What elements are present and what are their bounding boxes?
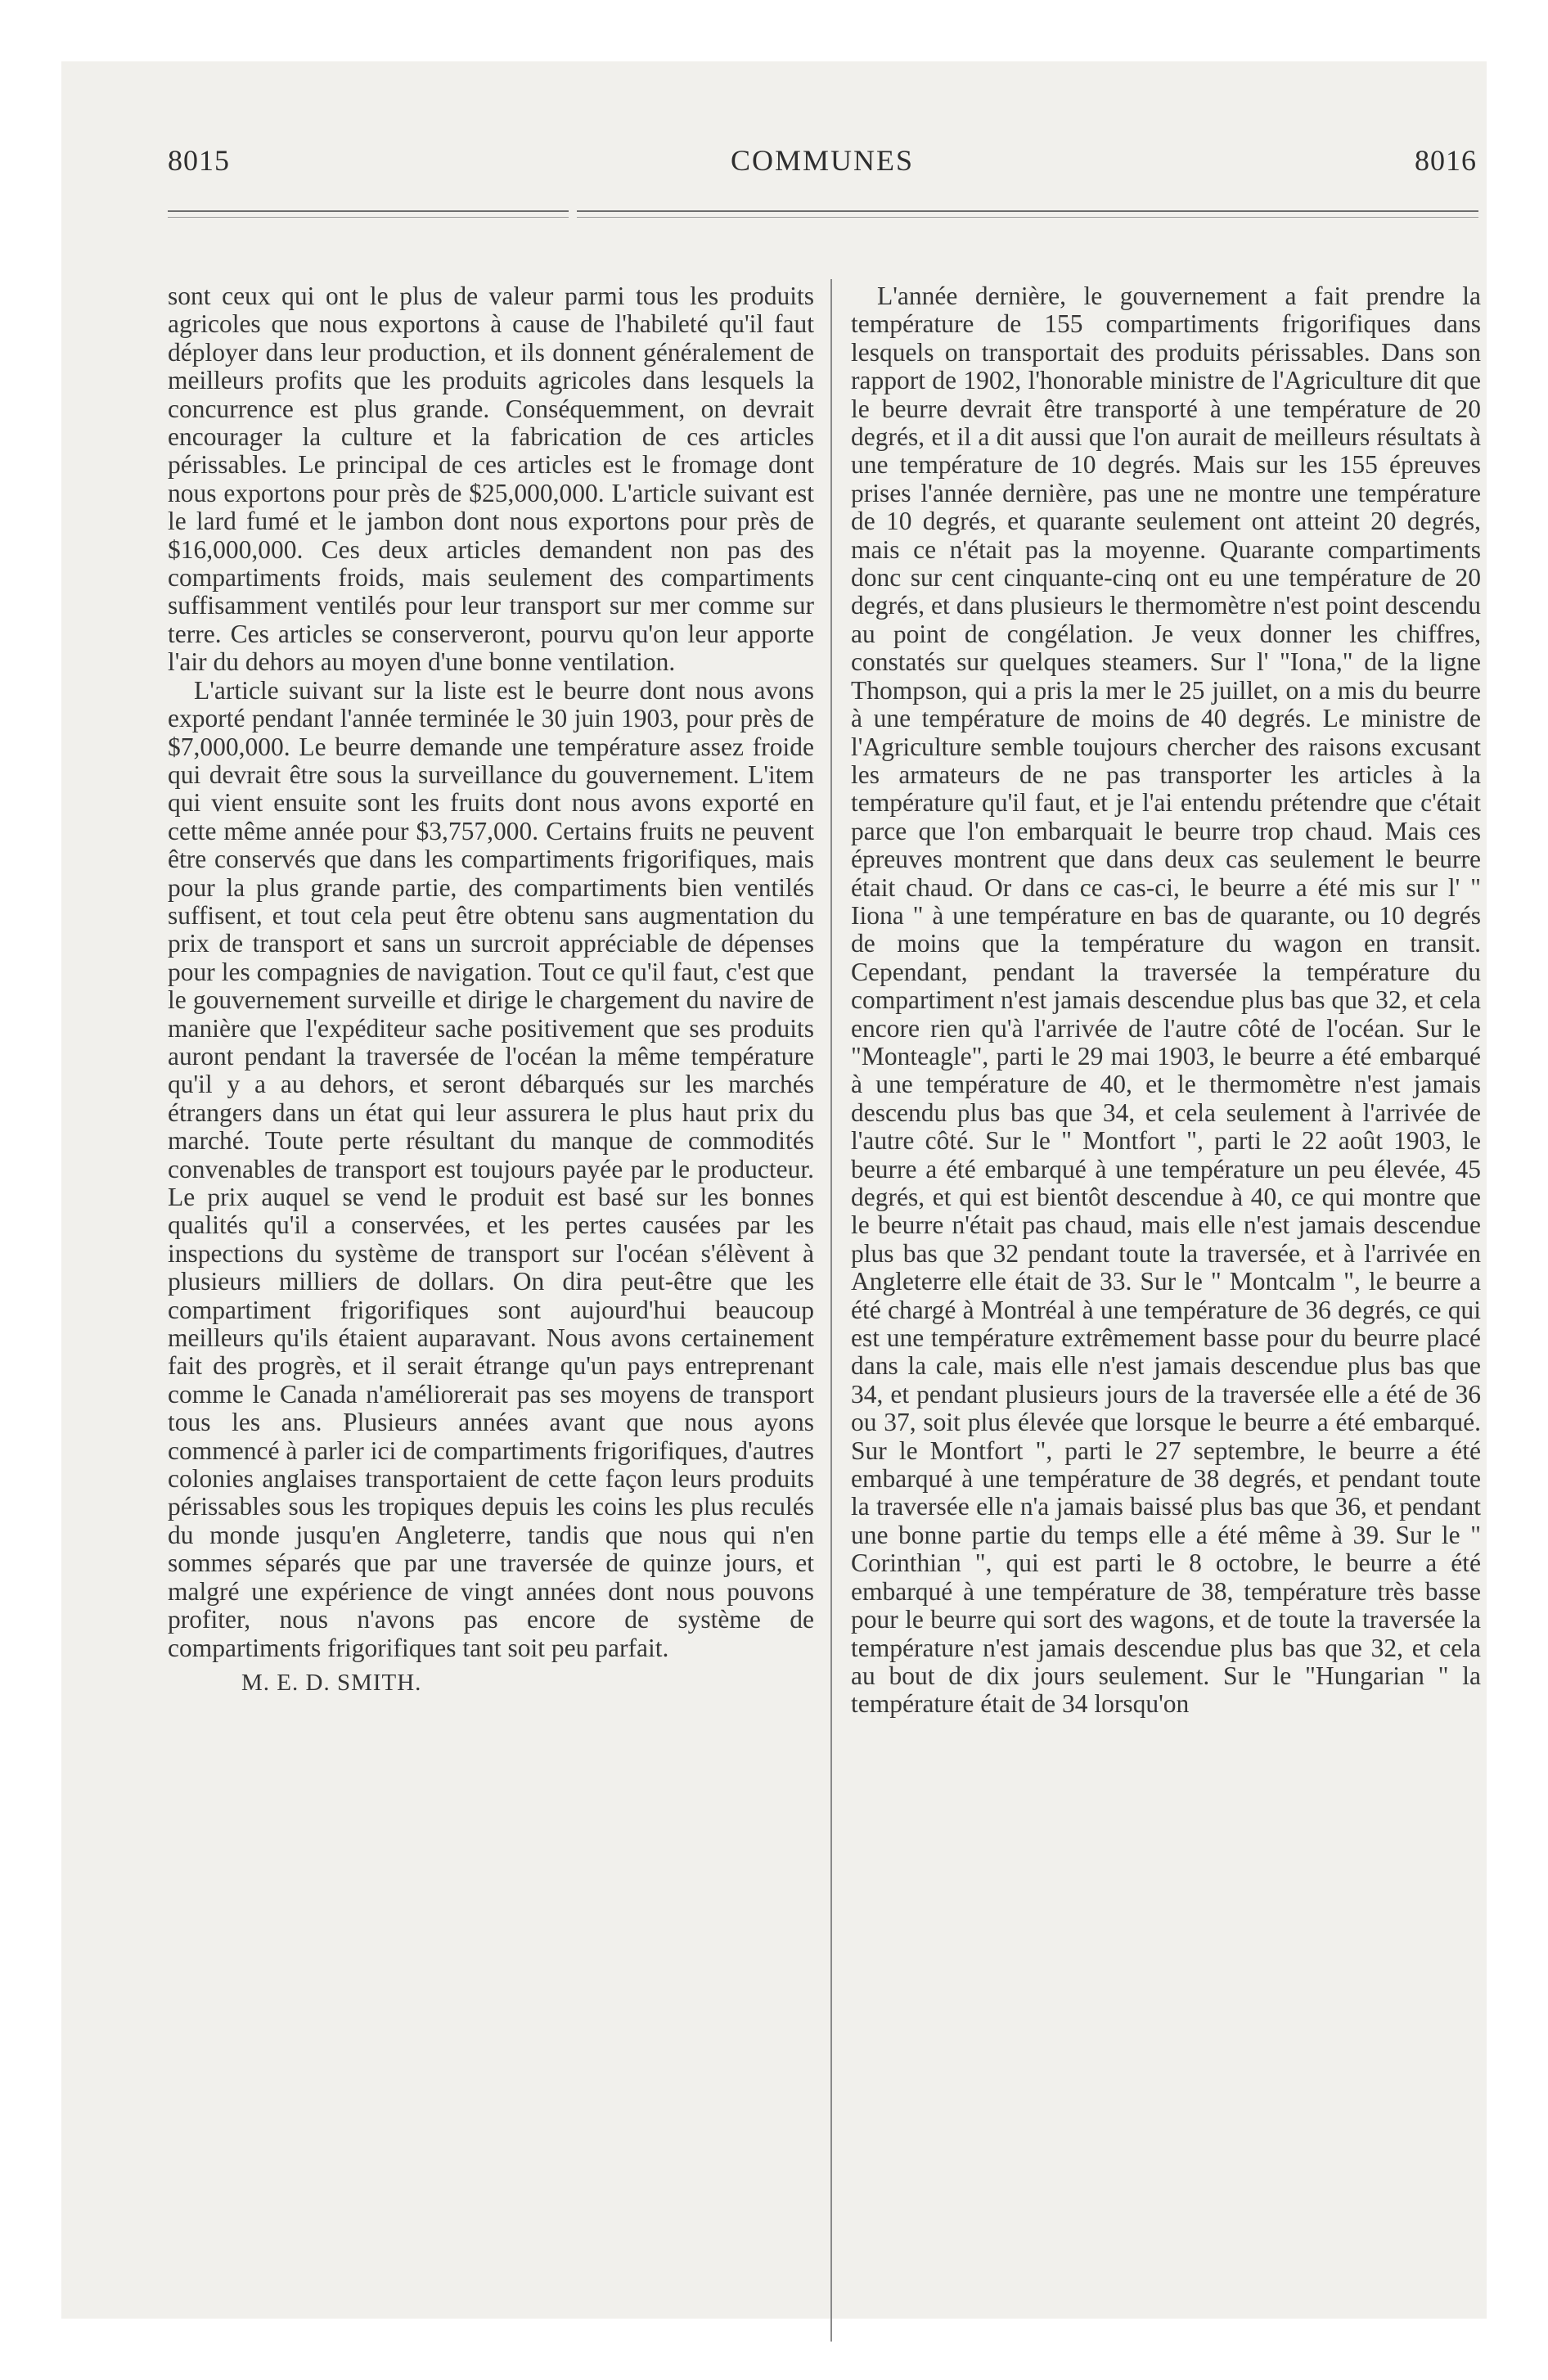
scanned-page — [61, 61, 1487, 2319]
right-paragraph-1: L'année dernière, le gouvernement a fait prendre la température de 155 compartiments frigorifiques dans lesquels on transportait des produits périssables. Dans son rapport de 1902, l'honorable ministre de l'Agriculture dit que le beurre devrait être transporté à une température de 20 degrés, et il a dit aussi que l'on aurait de meilleurs résultats à une température de 10 degrés. Mais sur les 155 épreuves prises l'année dernière, pas une ne montre une température de 10 degrés, et quarante seulement ont atteint 20 degrés, mais ce n'était pas la moyenne. Quarante compartiments donc sur cent cinquante-cinq ont eu une température de 20 degrés, et dans plusieurs le thermomètre n'est point descendu au point de congélation. Je veux donner les chiffres, constatés sur quelques steamers. Sur l' "Iona," de la ligne Thompson, qui a pris la mer le 25 juillet, on a mis du beurre à une température de moins de 40 degrés. Le ministre de l'Agriculture semble toujours chercher des raisons excusant les armateurs de ne pas transporter les articles à la température qu'il faut, et je l'ai entendu prétendre que c'était parce que l'on embarquait le beurre trop chaud. Mais ces épreuves montrent que dans deux cas seulement le beurre était chaud. Or dans ce cas-ci, le beurre a été mis sur l' " Iiona " à une température en bas de quarante, ou 10 degrés de moins que la température du wagon en transit. Cependant, pendant la traversée la température du compartiment n'est jamais descendue plus bas que 32, et cela encore rien qu'à l'arrivée de l'autre côté de l'océan. Sur le "Monteagle", parti le 29 mai 1903, le beurre a été embarqué à une température de 40, et le thermomètre n'est jamais descendu plus bas que 34, et cela seulement à l'arrivée de l'autre côté. Sur le " Montfort ", parti le 22 août 1903, le beurre a été embarqué à une température un peu élevée, 45 degrés, et qui est bientôt descendue à 40, ce qui montre que le beurre n'était pas chaud, mais elle n'est jamais descendue plus bas que 32 pendant toute la traversée, et à l'arrivée en Angleterre elle était de 33. Sur le " Montcalm ", le beurre a été chargé à Montréal à une température de 36 degrés, ce qui est une température extrêmement basse pour du beurre placé dans la cale, mais elle n'est jamais descendue plus bas que 34, et pendant plusieurs jours de la traversée elle a été de 36 ou 37, soit plus élevée que lorsque le beurre a été embarqué. Sur le Montfort ", parti le 27 septembre, le beurre a été embarqué à une température de 38 degrés, et pendant toute la traversée elle n'a jamais baissé plus bas que 36, et pendant une bonne partie du temps elle a été même à 39. Sur le " Corinthian ", qui est parti le 8 octobre, le beurre a été embarqué à une température de 38, température très basse pour le beurre qui sort des wagons, et de toute la traversée la température n'est jamais descendue plus bas que 32, et cela au bout de dix jours seulement. Sur le "Hungarian " la température était de 34 lorsqu'on — [851, 282, 1481, 1719]
right-page-number: 8016 — [1415, 144, 1477, 177]
right-column — [851, 282, 1481, 1719]
page-title: COMMUNES — [730, 144, 915, 177]
header-rule-right — [577, 210, 1478, 218]
left-column — [168, 282, 814, 1697]
signature: M. E. D. SMITH. — [241, 1669, 422, 1696]
left-paragraph-1: sont ceux qui ont le plus de valeur parmi tous les produits agricoles que nous exportons à cause de l'habileté qu'il faut déployer dans leur production, et ils donnent généralement de meilleurs profits que les produits agricoles dans lesquels la concurrence est plus grande. Conséquemment, on devrait encourager la culture et la fabrication de ces articles périssables. Le principal de ces articles est le fromage dont nous exportons pour près de $25,000,000. L'article suivant est le lard fumé et le jambon dont nous exportons pour près de $16,000,000. Ces deux articles demandent non pas des compartiments froids, mais seulement des compartiments suffisamment ventilés pour leur transport sur mer comme sur terre. Ces articles se conserveront, pourvu qu'on leur apporte l'air du dehors au moyen d'une bonne ventilation. — [168, 282, 814, 677]
header-rule-left — [168, 210, 569, 218]
column-divider — [830, 279, 832, 2342]
running-header — [168, 143, 1477, 192]
left-paragraph-2: L'article suivant sur la liste est le beurre dont nous avons exporté pendant l'année terminée le 30 juin 1903, pour près de $7,000,000. Le beurre demande une température assez froide qui devrait être sous la surveillance du gouvernement. L'item qui vient ensuite sont les fruits dont nous avons exporté en cette même année pour $3,757,000. Certains fruits ne peuvent être conservés que dans les compartiments frigorifiques, mais pour la plus grande partie, des compartiments bien ventilés suffisent, et tout cela peut être obtenu sans augmentation du prix de transport et sans un surcroit appréciable de dépenses pour les compagnies de navigation. Tout ce qu'il faut, c'est que le gouvernement surveille et dirige le chargement du navire de manière que l'expéditeur sache positivement que ses produits auront pendant la traversée de l'océan la même température qu'il y a au dehors, et seront débarqués sur les marchés étrangers dans un état qui leur assurera le plus haut prix du marché. Toute perte résultant du manque de commodités convenables de transport est toujours payée par le producteur. Le prix auquel se vend le produit est basé sur les bonnes qualités qu'il a conservées, et les pertes causées par les inspections du système de transport sur l'océan s'élèvent à plusieurs milliers de dollars. On dira peut-être que les compartiment frigorifiques sont aujourd'hui beaucoup meilleurs qu'ils étaient auparavant. Nous avons certainement fait des progrès, et il serait étrange qu'un pays entreprenant comme le Canada n'améliorerait pas ses moyens de transport tous les ans. Plusieurs années avant que nous ayons commencé à parler ici de compartiments frigorifiques, d'autres colonies anglaises transportaient de cette façon leurs produits périssables sous les tropiques depuis les coins les plus reculés du monde jusqu'en Angleterre, tandis que nous qui n'en sommes séparés que par une traversée de quinze jours, et malgré une expérience de vingt années dont nous pouvons profiter, nous n'avons pas encore de système de compartiments frigorifiques tant soit peu parfait. — [168, 675, 814, 1662]
left-page-number: 8015 — [168, 144, 230, 177]
page-content — [61, 61, 1487, 2319]
